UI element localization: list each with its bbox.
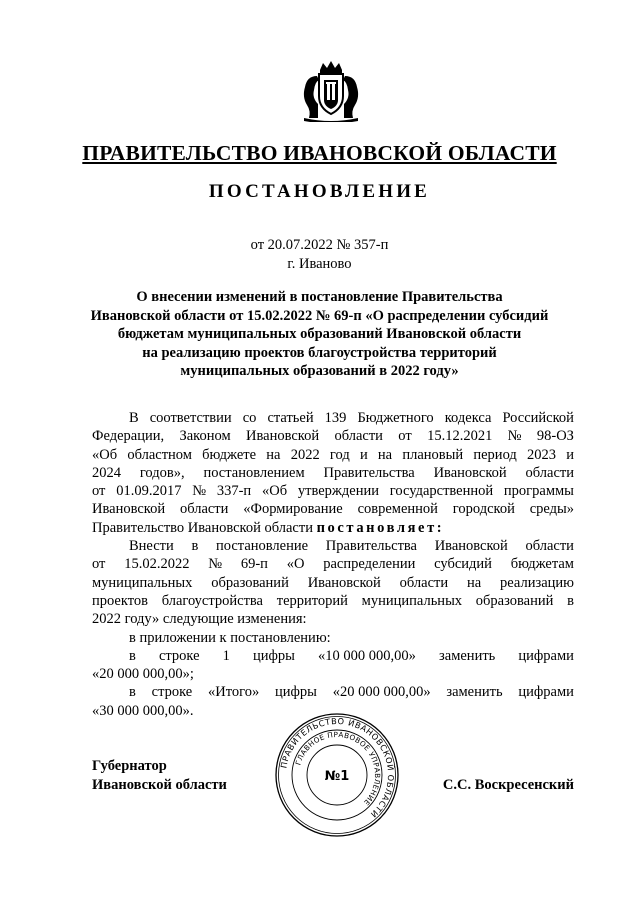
word: муниципальных <box>361 592 463 609</box>
word: статьей <box>267 410 314 426</box>
word: Ивановской <box>92 501 166 518</box>
word: области <box>525 538 574 555</box>
word: 15.02.2022 <box>124 556 190 573</box>
preamble-line <box>92 446 574 464</box>
preamble-line <box>92 519 574 537</box>
word: территорий <box>276 592 348 609</box>
word: № <box>208 556 223 573</box>
signatory-name: С.С. Воскресенский <box>442 777 574 793</box>
word: 2024 <box>92 464 121 481</box>
word: цифрами <box>518 684 574 701</box>
word: цифры <box>253 647 295 664</box>
word: «Об <box>92 446 118 463</box>
word: области <box>334 428 383 445</box>
word: Законом <box>179 428 231 445</box>
subject-line: муниципальных образований в 2022 году» <box>180 363 459 380</box>
word: Ивановской <box>307 574 381 591</box>
government-title: ПРАВИТЕЛЬСТВО ИВАНОВСКОЙ ОБЛАСТИ <box>82 141 557 165</box>
word: «10 000 000,00» <box>318 647 416 664</box>
word: на <box>466 574 482 591</box>
word: современной <box>357 501 438 518</box>
preamble-line <box>92 500 574 518</box>
word: благоустройства <box>161 592 263 609</box>
word: 98-ОЗ <box>536 428 574 445</box>
word: «Об <box>261 483 288 500</box>
word: на <box>266 446 281 463</box>
word: «О <box>286 556 305 573</box>
change2-line: «30 000 000,00». <box>92 702 194 719</box>
word: Ивановской <box>433 464 507 481</box>
word: реализацию <box>500 574 574 591</box>
word: соответствии <box>149 410 232 426</box>
word: годов», <box>139 464 185 481</box>
word: «Итого» <box>208 684 260 701</box>
item1-line <box>92 574 574 592</box>
item1-line <box>92 555 574 573</box>
item1-line <box>92 537 574 555</box>
word: цифры <box>274 684 317 701</box>
word: 15.12.2021 <box>427 428 493 445</box>
word: и <box>359 446 368 463</box>
word: в <box>567 592 574 609</box>
document-date-number: от 20.07.2022 № 357-п <box>250 237 389 253</box>
word: бюджете <box>202 446 257 463</box>
word: 01.09.2017 <box>116 483 182 500</box>
word: Правительства <box>325 538 417 555</box>
word: субсидий <box>434 556 492 573</box>
word: В <box>129 410 139 426</box>
stamp-number: №1 <box>324 769 350 784</box>
word: образований <box>211 574 289 591</box>
word: кодекса <box>444 410 492 426</box>
stamp-outer-text: ПРАВИТЕЛЬСТВО ИВАНОВСКОЙ ОБЛАСТИ <box>278 715 397 820</box>
signatory-title <box>92 757 227 794</box>
word: среды» <box>529 501 574 518</box>
word: от <box>92 556 106 573</box>
word: постановление <box>216 538 309 555</box>
word: городской <box>452 501 515 518</box>
word: и <box>566 446 574 463</box>
word: № <box>507 428 522 445</box>
preamble-text: Правительство Ивановской области <box>92 519 317 536</box>
subject-line: О внесении изменений в постановление Правительства <box>136 289 503 305</box>
subject-line: на реализацию проектов благоустройства территорий <box>142 344 497 361</box>
word: Бюджетного <box>357 410 434 426</box>
word: Правительства <box>323 464 415 481</box>
change1-line <box>92 647 574 665</box>
word: год <box>329 446 350 463</box>
subject-line: Ивановской области от 15.02.2022 № 69-п «О распределении субсидий <box>90 307 549 324</box>
preamble-line <box>92 427 574 445</box>
word: Федерации, <box>92 428 165 445</box>
word: области <box>179 501 229 518</box>
word: заменить <box>439 647 496 664</box>
word: области <box>399 574 449 591</box>
stamp-inner-text: ГЛАВНОЕ ПРАВОВОЕ УПРАВЛЕНИЕ <box>293 729 383 808</box>
change2-line <box>92 683 574 701</box>
appendix-intro: в приложении к постановлению: <box>129 629 331 646</box>
word: Ивановской <box>246 428 320 445</box>
word: утверждении <box>297 483 380 500</box>
word: в <box>129 647 136 664</box>
word: в <box>129 684 136 701</box>
word: 2023 <box>527 446 556 463</box>
official-stamp <box>274 712 400 838</box>
word: строке <box>158 647 200 664</box>
signatory-title-line: Губернатор <box>92 758 167 774</box>
word: Ивановской <box>434 538 508 555</box>
resolves-word: постановляет: <box>316 519 445 536</box>
word: 337-п <box>216 483 252 500</box>
word: от <box>398 428 412 445</box>
word: Внести <box>129 538 174 555</box>
word: 69-п <box>240 556 268 573</box>
word: 1 <box>222 647 230 664</box>
word: «20 000 000,00» <box>332 684 431 701</box>
word: плановый <box>402 446 464 463</box>
word: № <box>192 483 207 500</box>
word: заменить <box>446 684 503 701</box>
word: в <box>191 538 199 555</box>
word: муниципальных <box>92 574 193 591</box>
word: постановлением <box>203 464 305 481</box>
word: Российской <box>502 410 574 426</box>
word: области <box>525 464 574 481</box>
preamble-line <box>92 482 574 500</box>
item1-line <box>92 592 574 610</box>
word: бюджетам <box>510 556 574 573</box>
word: 139 <box>324 410 347 426</box>
subject-line: бюджетам муниципальных образований Ивановской области <box>117 326 522 343</box>
item1-line: 2022 году» следующие изменения: <box>92 611 307 628</box>
document-subject <box>0 288 639 381</box>
word: 2022 <box>290 446 320 463</box>
document-body <box>92 409 574 720</box>
word: «Формирование <box>243 501 343 518</box>
word: цифрами <box>518 647 574 664</box>
coat-of-arms-icon <box>296 60 366 122</box>
word: распределении <box>323 556 416 573</box>
change1-line: «20 000 000,00»; <box>92 666 194 683</box>
word: проектов <box>92 592 148 609</box>
word: областном <box>127 446 192 463</box>
document-type: ПОСТАНОВЛЕНИЕ <box>208 181 431 202</box>
preamble-line <box>92 464 574 482</box>
signatory-title-line: Ивановской области <box>92 776 227 793</box>
document-city: г. Иваново <box>287 256 352 272</box>
word: государственной <box>389 483 494 500</box>
word: со <box>242 410 257 426</box>
word: от <box>92 483 106 500</box>
preamble-line <box>92 409 574 427</box>
word: период <box>473 446 517 463</box>
word: на <box>377 446 393 463</box>
word: образований <box>475 592 554 609</box>
word: строке <box>151 684 193 701</box>
word: программы <box>503 483 574 500</box>
